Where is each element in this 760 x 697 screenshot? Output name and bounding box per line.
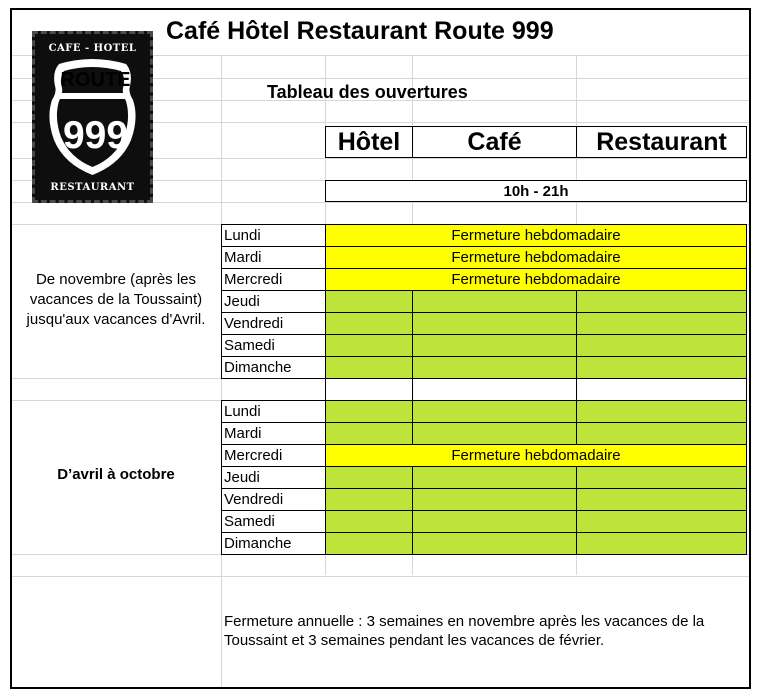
- restaurant-open-cell: [576, 334, 747, 357]
- column-header-cafe: Café: [412, 126, 577, 158]
- restaurant-open-cell: [576, 466, 747, 489]
- restaurant-open-cell: [576, 290, 747, 313]
- hotel-open-cell: [325, 290, 413, 313]
- column-header-restaurant: Restaurant: [576, 126, 747, 158]
- opening-hours: 10h - 21h: [325, 180, 747, 202]
- restaurant-open-cell: [576, 356, 747, 379]
- day-label: Samedi: [221, 334, 326, 357]
- hotel-open-cell: [325, 334, 413, 357]
- cafe-open-cell: [412, 466, 577, 489]
- hotel-open-cell: [325, 422, 413, 445]
- cafe-open-cell: [412, 422, 577, 445]
- day-label: Vendredi: [221, 312, 326, 335]
- day-label: Jeudi: [221, 290, 326, 313]
- restaurant-open-cell: [576, 532, 747, 555]
- day-label: Dimanche: [221, 356, 326, 379]
- restaurant-open-cell: [576, 312, 747, 335]
- cafe-open-cell: [412, 488, 577, 511]
- day-label: Lundi: [221, 224, 326, 247]
- separator-cell: [576, 378, 747, 401]
- cafe-open-cell: [412, 400, 577, 423]
- cafe-open-cell: [412, 510, 577, 533]
- logo-bottom-text: RESTAURANT: [50, 182, 135, 193]
- annual-closure-note: Fermeture annuelle : 3 semaines en novembre après les vacances de la Toussaint et 3 semaines pendant les vacances de février.: [224, 613, 705, 649]
- restaurant-open-cell: [576, 488, 747, 511]
- day-label: Vendredi: [221, 488, 326, 511]
- logo-route-text: ROUTE: [60, 69, 131, 91]
- period-label-winter: De novembre (après les vacances de la Toussaint) jusqu'aux vacances d'Avril.: [26, 271, 206, 328]
- table-subtitle: Tableau des ouvertures: [267, 82, 468, 102]
- day-label: Mercredi: [221, 444, 326, 467]
- separator-cell: [412, 378, 577, 401]
- weekly-closure-cell: Fermeture hebdomadaire: [325, 224, 747, 247]
- cafe-open-cell: [412, 356, 577, 379]
- logo-top-text: CAFE - HOTEL: [48, 43, 137, 54]
- cafe-open-cell: [412, 290, 577, 313]
- restaurant-open-cell: [576, 422, 747, 445]
- page-title: Café Hôtel Restaurant Route 999: [166, 17, 554, 45]
- day-label: Mardi: [221, 246, 326, 269]
- day-label: Mercredi: [221, 268, 326, 291]
- cafe-open-cell: [412, 334, 577, 357]
- period-label-summer: D’avril à octobre: [57, 466, 175, 483]
- route-999-logo: [32, 31, 153, 203]
- weekly-closure-cell: Fermeture hebdomadaire: [325, 268, 747, 291]
- hotel-open-cell: [325, 356, 413, 379]
- weekly-closure-cell: Fermeture hebdomadaire: [325, 444, 747, 467]
- day-label: Mardi: [221, 422, 326, 445]
- logo-number-text: 999: [62, 114, 129, 157]
- cafe-open-cell: [412, 532, 577, 555]
- hotel-open-cell: [325, 400, 413, 423]
- day-label: Samedi: [221, 510, 326, 533]
- cafe-open-cell: [412, 312, 577, 335]
- day-label: Lundi: [221, 400, 326, 423]
- hotel-open-cell: [325, 312, 413, 335]
- column-header-hotel: Hôtel: [325, 126, 413, 158]
- day-label: Jeudi: [221, 466, 326, 489]
- separator-cell: [325, 378, 413, 401]
- restaurant-open-cell: [576, 400, 747, 423]
- day-label: Dimanche: [221, 532, 326, 555]
- hotel-open-cell: [325, 466, 413, 489]
- hotel-open-cell: [325, 488, 413, 511]
- restaurant-open-cell: [576, 510, 747, 533]
- hotel-open-cell: [325, 510, 413, 533]
- weekly-closure-cell: Fermeture hebdomadaire: [325, 246, 747, 269]
- hotel-open-cell: [325, 532, 413, 555]
